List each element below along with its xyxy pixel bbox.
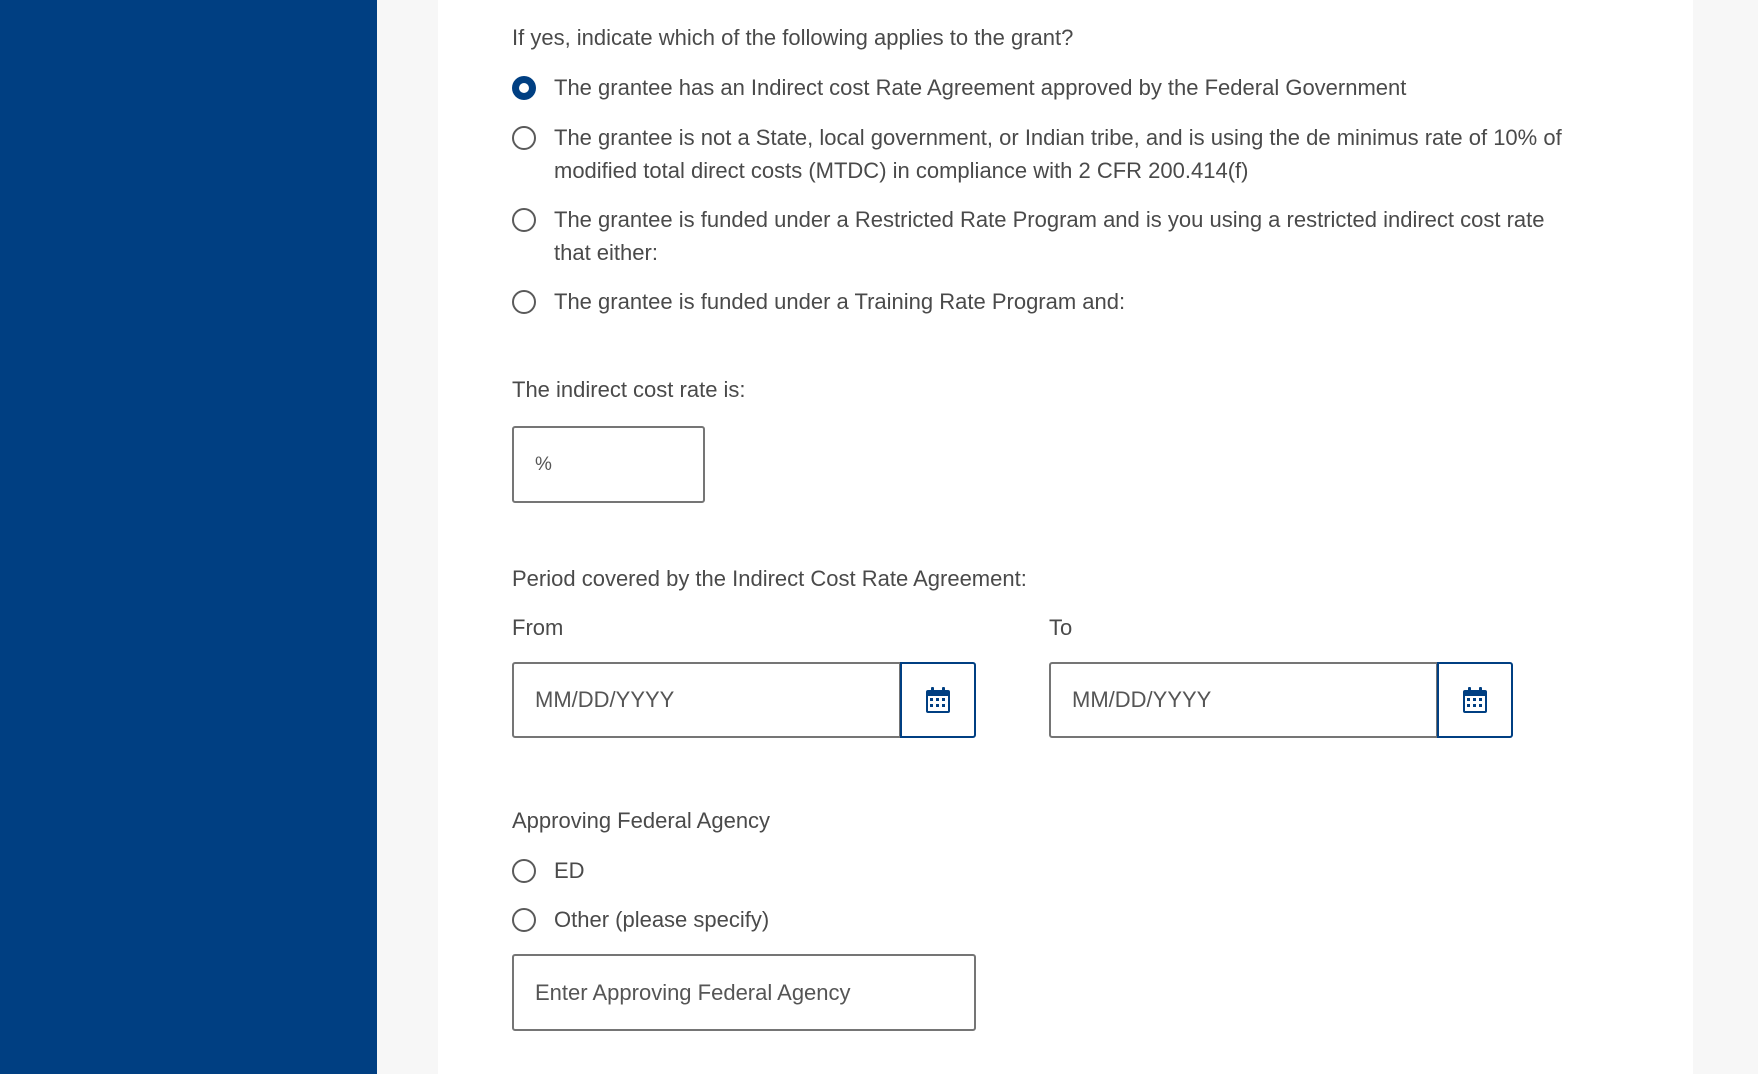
sidebar xyxy=(0,0,377,1074)
radio-option-label: Other (please specify) xyxy=(554,907,770,932)
radio-button[interactable] xyxy=(512,908,536,932)
radio-option-label: The grantee is funded under a Training Rate Program and: xyxy=(554,289,1126,314)
from-date-field xyxy=(512,662,976,738)
indirect-rate-label: The indirect cost rate is: xyxy=(512,377,746,402)
agency-input[interactable] xyxy=(512,954,976,1031)
radio-option-de-minimus[interactable] xyxy=(512,125,1562,187)
radio-option-icra-approved[interactable] xyxy=(512,75,1406,104)
radio-option-ed[interactable] xyxy=(512,858,585,887)
radio-option-restricted-rate[interactable] xyxy=(512,207,1545,269)
radio-button-checked[interactable] xyxy=(512,76,536,100)
indirect-rate-input[interactable] xyxy=(512,426,705,503)
grant-question-label: If yes, indicate which of the following applies to the grant? xyxy=(512,25,1074,50)
form-panel xyxy=(438,0,1693,1074)
to-date-field xyxy=(1049,662,1513,738)
radio-option-other[interactable] xyxy=(512,907,769,936)
radio-option-training-rate[interactable] xyxy=(512,289,1125,318)
period-label: Period covered by the Indirect Cost Rate Agreement: xyxy=(512,566,1027,591)
from-date-input[interactable] xyxy=(512,662,900,738)
agency-placeholder: Enter Approving Federal Agency xyxy=(535,979,851,1005)
calendar-icon xyxy=(1462,686,1488,714)
from-label: From xyxy=(512,615,564,640)
radio-button[interactable] xyxy=(512,859,536,883)
to-date-picker-button[interactable] xyxy=(1437,662,1513,738)
radio-option-label: The grantee has an Indirect cost Rate Agreement approved by the Federal Government xyxy=(554,75,1407,100)
radio-option-label: The grantee is funded under a Restricted Rate Program and is you using a restricted indirect cost rate that either: xyxy=(554,207,1545,265)
to-label: To xyxy=(1049,615,1073,640)
radio-button[interactable] xyxy=(512,290,536,314)
to-date-input[interactable] xyxy=(1049,662,1437,738)
radio-button[interactable] xyxy=(512,208,536,232)
radio-option-label: ED xyxy=(554,858,585,883)
from-date-picker-button[interactable] xyxy=(900,662,976,738)
agency-label: Approving Federal Agency xyxy=(512,808,771,833)
to-date-placeholder: MM/DD/YYYY xyxy=(1072,687,1212,712)
calendar-icon xyxy=(925,686,951,714)
indirect-rate-placeholder: % xyxy=(535,453,552,475)
radio-option-label: The grantee is not a State, local government, or Indian tribe, and is using the de minimus rate of 10% of modified total direct costs (MTDC) in compliance with 2 CFR 200.414(f) xyxy=(554,125,1562,183)
radio-button[interactable] xyxy=(512,126,536,150)
from-date-placeholder: MM/DD/YYYY xyxy=(535,687,675,712)
